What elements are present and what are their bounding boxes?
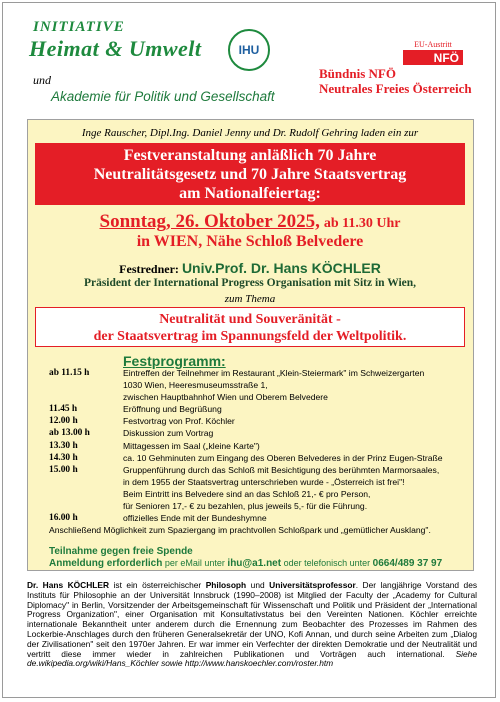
initiative-logo-text: INITIATIVE [33,19,125,35]
talk-topic-box [35,307,465,347]
nfo-logo-bottom: NFÖ [403,51,463,65]
topic-line-2: der Staatsvertrag im Spannungsfeld der Weltpolitik. [93,329,407,344]
title-line-1: Festveranstaltung anläßlich 70 Jahre [123,147,377,164]
program-text: 1030 Wien, Heeresmuseumsstraße 1, [123,380,268,391]
program-text: für Senioren 17,- € zu bezahlen, plus jeweils 5,- für die Führung. [123,501,368,512]
program-text: Gruppenführung durch das Schloß mit Besichtigung des berühmten Marmorsaales, [123,464,440,475]
event-title-banner [35,143,465,205]
program-text: Mittagessen im Saal („kleine Karte") [123,440,260,451]
nfo-logo [403,40,463,66]
program-time: 14.30 h [49,452,78,463]
speaker-label: Festredner: [119,262,179,276]
program-time [49,500,123,512]
program-text: offizielles Ende mit der Bundeshymne [123,513,267,524]
program-row [49,427,469,439]
program-row [49,464,469,476]
bio-siehe: Siehe [455,648,477,659]
bio-name: Dr. Hans KÖCHLER [27,580,110,590]
buendnis-text: Bündnis NFÖ [319,66,396,81]
heimat-umwelt-logo-text: Heimat & Umwelt [29,36,202,61]
invite-line: Inge Rauscher, Dipl.Ing. Daniel Jenny und Dr. Rudolf Gehring laden ein zur [81,127,419,139]
program-text: Beim Eintritt ins Belvedere sind an das Schloß 21,- € pro Person, [123,488,371,499]
program-row [49,367,469,379]
date-time: ab 11.30 Uhr [323,216,401,231]
bio-sowie: sowie [161,658,183,669]
program-time [49,488,123,500]
program-row [49,452,469,464]
bio-link-homepage[interactable]: http://www.hanskoechler.com/roster.htm [184,658,334,669]
program-row [49,488,469,500]
participation-note: Teilnahme gegen freie Spende [49,546,193,557]
program-time: 13.30 h [49,440,78,451]
zum-thema: zum Thema [224,293,276,305]
bio-professor: Universitätsprofessor [269,580,356,590]
und-text: und [33,73,51,87]
topic-line-1: Neutralität und Souveränität - [159,312,341,327]
program-text: in dem 1955 der Staatsvertrag unterschrieben wurde - „Österreich ist frei"! [123,476,405,487]
title-line-3: am Nationalfeiertag: [179,185,321,202]
program-time: 12.00 h [49,416,78,427]
program-row [49,379,469,391]
ihu-logo [228,29,270,71]
speaker-name: Univ.Prof. Dr. Hans KÖCHLER [181,260,381,276]
program-row [49,512,469,524]
program-time: ab 11.15 h [49,368,90,378]
program-row [49,415,469,427]
program-row [49,476,469,488]
program-row [49,440,469,452]
program-row [49,403,469,415]
program-text: Eröffnung und Begrüßung [123,404,222,415]
registration-label: Anmeldung erforderlich [49,558,163,569]
speaker-bio [27,581,477,669]
festprogramm-heading: Festprogramm: [123,353,226,369]
registration-phone: 0664/489 37 97 [372,558,443,569]
bio-und: und [250,580,265,590]
program-text: Eintreffen der Teilnehmer im Restaurant „Klein-Steiermark" im Schweizergarten [123,368,425,378]
flyer-page [2,2,496,698]
event-place: in WIEN, Nähe Schloß Belvedere [136,233,364,250]
program-closing-note: Anschließend Möglichkeit zum Spaziergang im prachtvollen Schloßpark und „gemütlicher Ausklang". [49,525,431,536]
registration-per-mail: per eMail unter [164,558,225,568]
program-time [49,391,123,403]
program-list [49,367,469,536]
registration-email[interactable]: ihu@a1.net [227,558,282,569]
speaker-line [3,260,497,277]
bio-link-wikipedia[interactable]: de.wikipedia.org/wiki/Hans_Köchler [27,658,159,669]
bio-philosoph: Philosoph [205,580,247,590]
program-time: 16.00 h [49,513,78,524]
program-time: 11.45 h [49,404,78,415]
program-row [49,391,469,403]
program-time [49,476,123,488]
registration-oder: oder telefonisch unter [283,558,371,568]
neutrales-text: Neutrales Freies Österreich [319,81,472,96]
bio-ist: ist ein österreichischer [113,580,202,590]
program-time: 15.00 h [49,464,78,475]
bio-rest: . Der langjährige Vorstand des Instituts für Philosophie an der Universität Innsbruck (1990–2008) ist Mitglied der Faculty der „Academy for Cultural Diplomacy" in Berlin, Vorsitzender der Arbeitsgemeinschaft für Wissenschaft und Politik und Präsident der „International Progress Organization", einer Organisation mit Konsultativstatus bei den Vereinten Nationen. Köchler erreichte internationale Bekanntheit unter anderem durch die Ernennung zum Beobachter des Prozesses im Rahmen des Lockerbie-Anschlages durch den früheren Generalsekretär der UNO, Kofi Annan, und durch seine Arbeiten zum „Dialog der Zivilisationen" seit den 1970er Jahren. Er war immer ein Verfechter der direkten Demokratie und der Neutralität und vertritt diese immer wieder in zahlreichen Publikationen und Vorträgen auch international. [27,580,478,659]
program-time [49,379,123,391]
program-text: ca. 10 Gehminuten zum Eingang des Oberen Belvederes in der Prinz Eugen-Straße [123,452,443,463]
speaker-role: Präsident der International Progress Organisation mit Sitz in Wien, [83,277,417,289]
akademie-text: Akademie für Politik und Gesellschaft [51,89,275,104]
ihu-logo-text: IHU [238,43,260,57]
event-date [3,211,497,233]
title-line-2: Neutralitätsgesetz und 70 Jahre Staatsvertrag [93,166,407,183]
program-text: zwischen Hauptbahnhof Wien und Oberem Belvedere [123,392,328,403]
date-main: Sonntag, 26. Oktober 2025, [99,211,320,232]
program-time: ab 13.00 h [49,428,90,439]
program-text: Diskussion zum Vortrag [123,428,214,439]
program-row [49,500,469,512]
nfo-logo-top: EU-Austritt [403,40,463,51]
program-text: Festvortrag von Prof. Köchler [123,416,235,427]
registration-line [49,558,442,569]
